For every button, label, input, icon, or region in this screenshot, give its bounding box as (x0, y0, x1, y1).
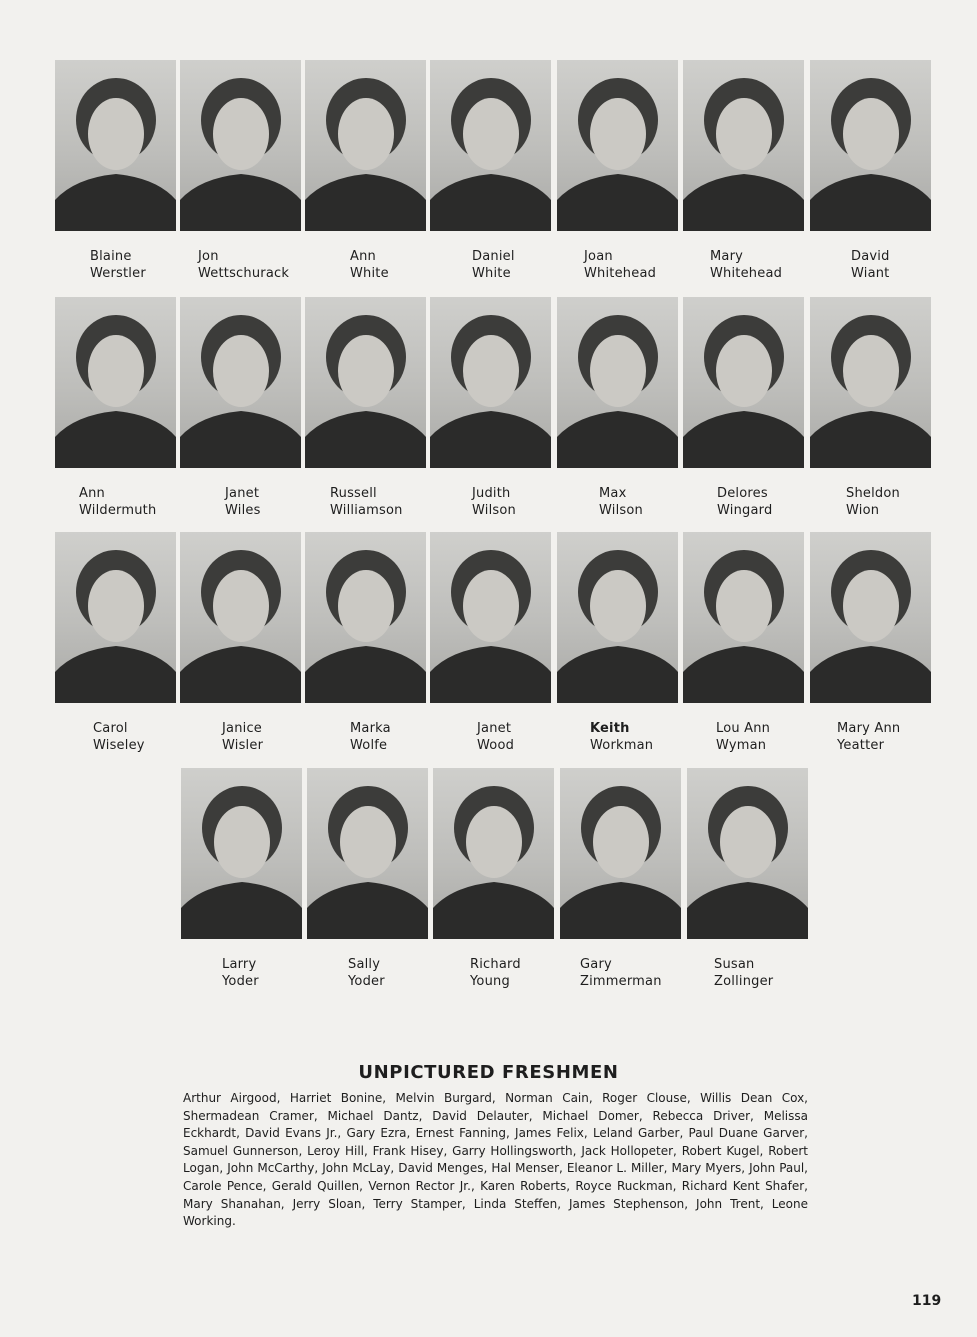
portrait-face (213, 570, 269, 642)
first-name: Blaine (90, 249, 132, 264)
last-name: Yoder (222, 974, 259, 989)
portrait-caption (350, 248, 389, 282)
portrait-torso (305, 646, 426, 703)
last-name: Wyman (716, 738, 767, 753)
page-number: 119 (912, 1293, 942, 1309)
portrait-torso (305, 174, 426, 231)
portrait-face (843, 98, 899, 170)
portrait-torso (305, 411, 426, 468)
portrait-face (338, 570, 394, 642)
last-name: Whitehead (710, 266, 783, 281)
portrait-photo (305, 532, 426, 703)
portrait-caption (198, 248, 289, 282)
portrait-face (463, 570, 519, 642)
portrait-photo (557, 297, 678, 468)
portrait-caption (584, 248, 656, 282)
portrait-face (593, 806, 649, 878)
last-name: Wildermuth (79, 503, 157, 518)
last-name: Yoder (348, 974, 385, 989)
portrait-caption (599, 485, 643, 519)
portrait-face (716, 570, 772, 642)
portrait-caption (222, 956, 259, 990)
portrait-caption (330, 485, 403, 519)
portrait-silhouette (810, 532, 931, 703)
portrait-torso (683, 411, 804, 468)
portrait-torso (430, 646, 551, 703)
portrait-caption (472, 485, 516, 519)
first-name: Sheldon (846, 486, 900, 501)
portrait-face (213, 98, 269, 170)
portrait-silhouette (810, 297, 931, 468)
last-name: Wilson (472, 503, 516, 518)
portrait-face (590, 335, 646, 407)
last-name: Wood (477, 738, 515, 753)
portrait-caption (580, 956, 662, 990)
last-name: Wettschurack (198, 266, 290, 281)
portrait-torso (180, 646, 301, 703)
portrait-face (338, 98, 394, 170)
portrait-caption (717, 485, 772, 519)
portrait-caption (90, 248, 146, 282)
portrait-torso (810, 411, 931, 468)
portrait-photo (55, 60, 176, 231)
portrait-photo (55, 297, 176, 468)
first-name: Jon (198, 249, 219, 264)
portrait-torso (557, 174, 678, 231)
portrait-photo (683, 60, 804, 231)
portrait-photo (305, 297, 426, 468)
last-name: Zollinger (714, 974, 774, 989)
first-name: Delores (717, 486, 768, 501)
portrait-caption (716, 720, 770, 754)
last-name: Wolfe (350, 738, 388, 753)
first-name: Mary (710, 249, 744, 264)
last-name: Zimmerman (580, 974, 662, 989)
portrait-face (716, 98, 772, 170)
portrait-silhouette (305, 297, 426, 468)
portrait-torso (557, 411, 678, 468)
portrait-torso (430, 411, 551, 468)
portrait-torso (55, 411, 176, 468)
portrait-face (88, 570, 144, 642)
portrait-silhouette (557, 60, 678, 231)
portrait-silhouette (305, 532, 426, 703)
last-name: Wiant (851, 266, 890, 281)
portrait-face (716, 335, 772, 407)
last-name: Wiles (225, 503, 261, 518)
last-name: Young (470, 974, 510, 989)
first-name: Joan (584, 249, 613, 264)
portrait-photo (687, 768, 808, 939)
first-name: Lou Ann (716, 721, 771, 736)
portrait-caption (350, 720, 391, 754)
portrait-torso (810, 174, 931, 231)
portrait-caption (714, 956, 773, 990)
portrait-face (463, 98, 519, 170)
last-name: Wion (846, 503, 880, 518)
portrait-silhouette (55, 532, 176, 703)
portrait-torso (180, 174, 301, 231)
portrait-face (590, 570, 646, 642)
portrait-torso (55, 174, 176, 231)
last-name: Williamson (330, 503, 403, 518)
portrait-caption (348, 956, 385, 990)
portrait-face (88, 98, 144, 170)
portrait-torso (560, 882, 681, 939)
portrait-photo (181, 768, 302, 939)
portrait-face (843, 570, 899, 642)
portrait-photo (180, 532, 301, 703)
first-name: Judith (472, 486, 511, 501)
portrait-silhouette (181, 768, 302, 939)
portrait-silhouette (810, 60, 931, 231)
portrait-silhouette (180, 60, 301, 231)
first-name: Daniel (472, 249, 515, 264)
portrait-caption (93, 720, 145, 754)
portrait-photo (683, 297, 804, 468)
last-name: Wisler (222, 738, 264, 753)
portrait-photo (810, 60, 931, 231)
portrait-photo (810, 532, 931, 703)
last-name: White (350, 266, 389, 281)
portrait-silhouette (180, 297, 301, 468)
first-name: Ann (79, 486, 105, 501)
portrait-face (340, 806, 396, 878)
last-name: Wingard (717, 503, 773, 518)
first-name: Mary Ann (837, 721, 901, 736)
first-name: Janet (225, 486, 260, 501)
portrait-photo (180, 60, 301, 231)
first-name: Russell (330, 486, 377, 501)
portrait-caption (225, 485, 261, 519)
portrait-photo (810, 297, 931, 468)
portrait-photo (430, 60, 551, 231)
portrait-photo (557, 532, 678, 703)
portrait-caption (477, 720, 514, 754)
last-name: Werstler (90, 266, 146, 281)
portrait-torso (687, 882, 808, 939)
portrait-face (590, 98, 646, 170)
portrait-caption (837, 720, 900, 754)
portrait-photo (433, 768, 554, 939)
portrait-caption (851, 248, 890, 282)
first-name: Keith (590, 721, 630, 736)
portrait-caption (472, 248, 515, 282)
first-name: Richard (470, 957, 521, 972)
portrait-silhouette (560, 768, 681, 939)
portrait-caption (79, 485, 156, 519)
portrait-torso (433, 882, 554, 939)
portrait-silhouette (687, 768, 808, 939)
first-name: Larry (222, 957, 257, 972)
first-name: Ann (350, 249, 376, 264)
portrait-photo (430, 297, 551, 468)
first-name: Susan (714, 957, 755, 972)
first-name: David (851, 249, 890, 264)
first-name: Janice (222, 721, 262, 736)
portrait-face (88, 335, 144, 407)
section-title: UNPICTURED FRESHMEN (358, 1062, 619, 1083)
portrait-silhouette (430, 60, 551, 231)
portrait-caption (846, 485, 900, 519)
portrait-photo (560, 768, 681, 939)
portrait-face (720, 806, 776, 878)
portrait-silhouette (683, 297, 804, 468)
portrait-torso (180, 411, 301, 468)
portrait-silhouette (307, 768, 428, 939)
portrait-torso (557, 646, 678, 703)
portrait-photo (55, 532, 176, 703)
portrait-face (843, 335, 899, 407)
portrait-silhouette (305, 60, 426, 231)
first-name: Janet (477, 721, 512, 736)
first-name: Sally (348, 957, 381, 972)
portrait-caption (710, 248, 782, 282)
portrait-silhouette (55, 60, 176, 231)
last-name: Workman (590, 738, 654, 753)
portrait-caption (590, 720, 653, 754)
last-name: White (472, 266, 511, 281)
first-name: Max (599, 486, 627, 501)
portrait-silhouette (430, 297, 551, 468)
portrait-photo (307, 768, 428, 939)
last-name: Wiseley (93, 738, 145, 753)
portrait-silhouette (180, 532, 301, 703)
portrait-face (463, 335, 519, 407)
unpictured-list: Arthur Airgood, Harriet Bonine, Melvin Burgard, Norman Cain, Roger Clouse, Willis Dean Cox, Shermadean Cramer, Michael Dantz, David Delauter, Michael Domer, Rebecca Driver, Melissa Eckhardt, David Evans Jr., Gary Ezra, Ernest Fanning, James Felix, Leland Garber, Paul Duane Garver, Samuel Gunnerson, Leroy Hill, Frank Hisey, Garry Hollingsworth, Jack Hollopeter, Robert Kugel, Robert Logan, John McCarthy, John McLay, David Menges, Hal Menser, Eleanor L. Miller, Mary Myers, John Paul, Carole Pence, Gerald Quillen, Vernon Rector Jr., Karen Roberts, Royce Ruckman, Richard Kent Shafer, Mary Shanahan, Jerry Sloan, Terry Stamper, Linda Steffen, James Stephenson, John Trent, Leone Working. (183, 1091, 808, 1229)
portrait-photo (557, 60, 678, 231)
portrait-silhouette (430, 532, 551, 703)
first-name: Carol (93, 721, 128, 736)
portrait-silhouette (557, 532, 678, 703)
portrait-torso (810, 646, 931, 703)
portrait-torso (683, 174, 804, 231)
portrait-silhouette (557, 297, 678, 468)
portrait-photo (180, 297, 301, 468)
portrait-torso (55, 646, 176, 703)
portrait-silhouette (55, 297, 176, 468)
portrait-silhouette (683, 60, 804, 231)
last-name: Whitehead (584, 266, 657, 281)
portrait-photo (305, 60, 426, 231)
portrait-torso (181, 882, 302, 939)
portrait-silhouette (433, 768, 554, 939)
portrait-face (214, 806, 270, 878)
last-name: Yeatter (837, 738, 885, 753)
first-name: Marka (350, 721, 391, 736)
portrait-torso (430, 174, 551, 231)
portrait-caption (222, 720, 263, 754)
last-name: Wilson (599, 503, 643, 518)
first-name: Gary (580, 957, 612, 972)
portrait-torso (307, 882, 428, 939)
portrait-caption (470, 956, 521, 990)
portrait-photo (683, 532, 804, 703)
portrait-face (213, 335, 269, 407)
portrait-torso (683, 646, 804, 703)
portrait-face (338, 335, 394, 407)
portrait-photo (430, 532, 551, 703)
portrait-silhouette (683, 532, 804, 703)
portrait-face (466, 806, 522, 878)
